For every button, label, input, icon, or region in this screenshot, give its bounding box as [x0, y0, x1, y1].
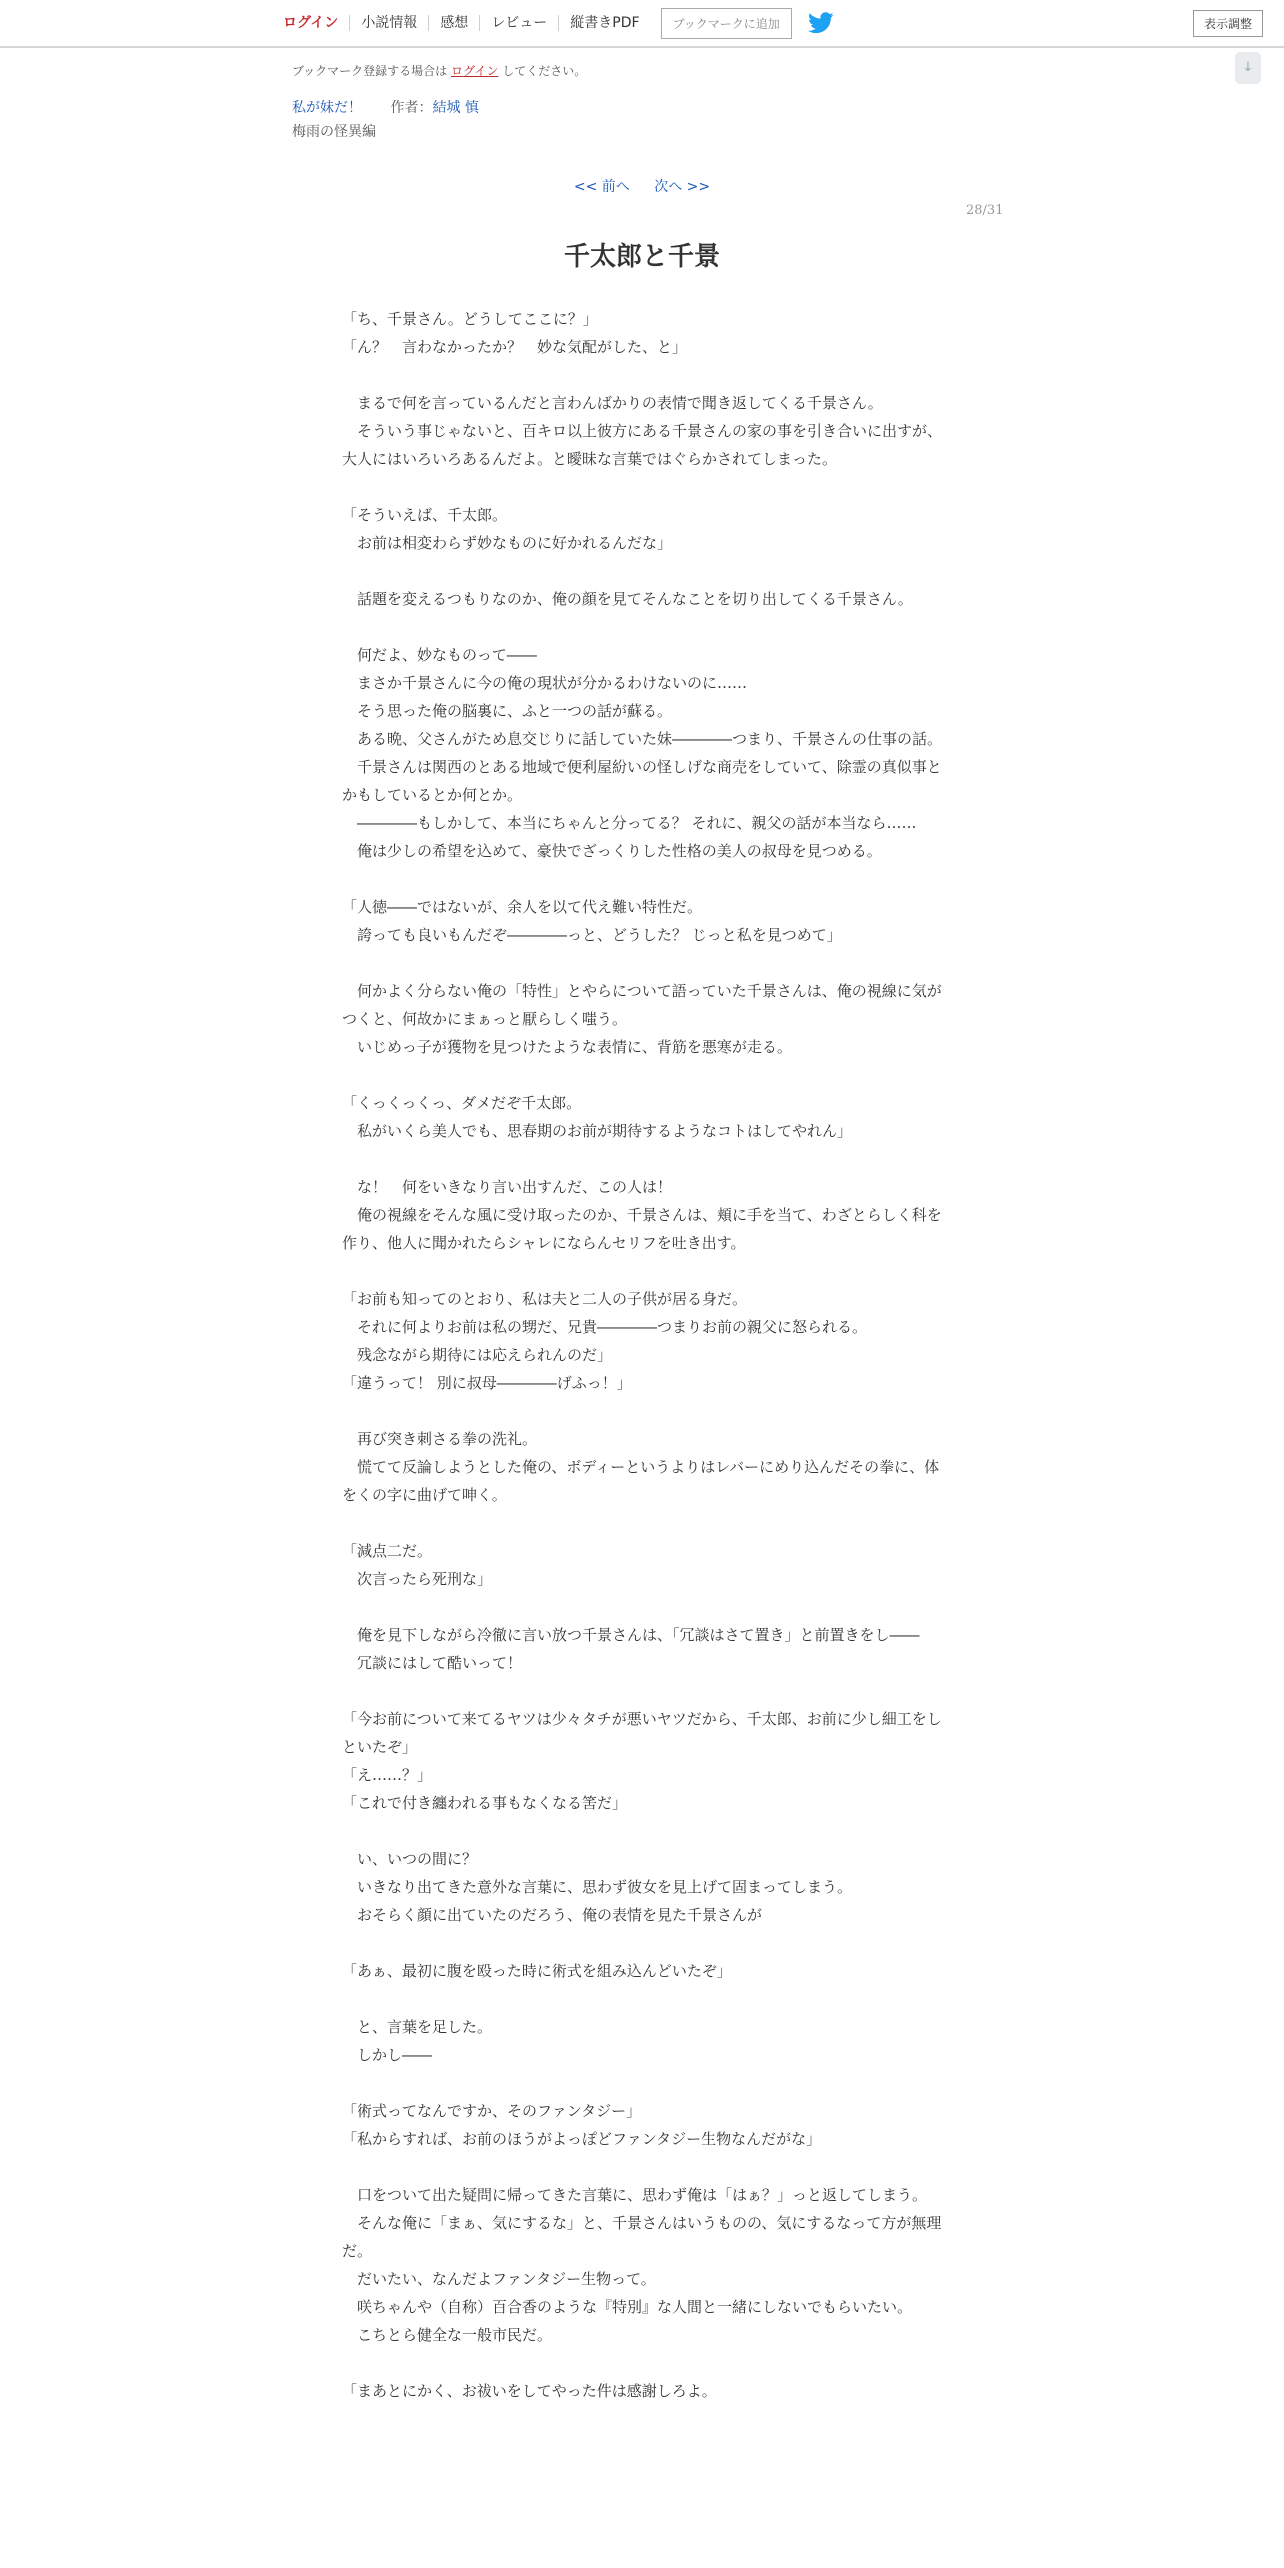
novel-title-link[interactable]: 私が妹だ！ — [292, 100, 362, 116]
notice-login-link[interactable]: ログイン — [451, 64, 499, 78]
impressions-link[interactable]: 感想 — [428, 15, 479, 31]
text-line: 「違うって！ 別に叔母――――げふっ！」 — [342, 1374, 632, 1392]
text-line: 「術式ってなんですか、そのファンタジー」 — [342, 2102, 642, 2120]
login-link[interactable]: ログイン — [283, 15, 339, 31]
text-line: 冗談にはして酷いって！ — [342, 1654, 523, 1672]
text-line: 「え……？」 — [342, 1766, 433, 1784]
next-chapter-link[interactable]: 次へ >> — [654, 179, 711, 195]
chapter-group-title: 梅雨の怪異編 — [292, 124, 376, 140]
arrow-down-icon[interactable]: ↓ — [1235, 52, 1261, 84]
text-line: 口をついて出た疑問に帰ってきた言葉に、思わず俺は「はぁ？」っと返してしまう。 — [342, 2186, 928, 2204]
text-line: だいたい、なんだよファンタジー生物って。 — [342, 2270, 656, 2288]
text-line: 何だよ、妙なものって―― — [342, 646, 537, 664]
blank-line — [342, 473, 942, 501]
notice-text-before: ブックマーク登録する場合は — [292, 64, 448, 78]
page-count: 28/31 — [966, 203, 1004, 218]
text-line: 次言ったら死刑な」 — [342, 1570, 493, 1588]
novel-info-link[interactable]: 小説情報 — [349, 15, 428, 31]
text-line: 俺を見下しながら冷徹に言い放つ千景さんは、「冗談はさて置き」と前置きをし―― — [342, 1626, 920, 1644]
text-line: い、いつの間に？ — [342, 1850, 478, 1868]
text-line: 何かよく分らない俺の「特性」とやらについて語っていた千景さんは、俺の視線に気がつくと、何故かにまぁっと厭らしく嗤う。 — [342, 982, 942, 1028]
blank-line — [342, 1509, 942, 1537]
blank-line — [342, 1677, 942, 1705]
chapter-title: 千太郎と千景 — [563, 242, 720, 272]
text-line: おそらく顔に出ていたのだろう、俺の表情を見た千景さんが — [342, 1906, 763, 1924]
text-line: 残念ながら期待には応えられんのだ」 — [342, 1346, 613, 1364]
novel-meta — [292, 97, 479, 117]
text-line: 誇っても良いもんだぞ――――っと、どうした？ じっと私を見つめて」 — [342, 926, 842, 944]
text-line: そう思った俺の脳裏に、ふと一つの話が蘇る。 — [342, 702, 673, 720]
text-line: お前は相変わらず妙なものに好かれるんだな」 — [342, 534, 673, 552]
bookmark-login-notice — [292, 62, 586, 79]
blank-line — [342, 2153, 942, 2181]
notice-text-after: してください。 — [502, 64, 587, 78]
text-line: 私がいくら美人でも、思春期のお前が期待するようなコトはしてやれん」 — [342, 1122, 853, 1140]
text-line: な！ 何をいきなり言い出すんだ、この人は！ — [342, 1178, 673, 1196]
twitter-icon[interactable] — [808, 12, 834, 34]
text-line: 俺は少しの希望を込めて、豪快でざっくりした性格の美人の叔母を見つめる。 — [342, 842, 882, 860]
blank-line — [342, 557, 942, 585]
text-line: まさか千景さんに今の俺の現状が分かるわけないのに…… — [342, 674, 748, 692]
vertical-pdf-link[interactable]: 縦書きPDF — [558, 15, 650, 31]
chapter-pager — [0, 176, 1284, 196]
blank-line — [342, 1593, 942, 1621]
text-line: と、言葉を足した。 — [342, 2018, 493, 2036]
text-line: 「私からすれば、お前のほうがよっぽどファンタジー生物なんだがな」 — [342, 2130, 822, 2148]
text-line: そんな俺に「まぁ、気にするな」と、千景さんはいうものの、気にするなって方が無理だ。 — [342, 2214, 942, 2260]
text-line: いきなり出てきた意外な言葉に、思わず彼女を見上げて固まってしまう。 — [342, 1878, 853, 1896]
main-nav — [272, 0, 834, 46]
text-line: 千景さんは関西のとある地域で便利屋紛いの怪しげな商売をしていて、除霊の真似事とかもしているとか何とか。 — [342, 758, 942, 804]
text-line: 慌てて反論しようとした俺の、ボディーというよりはレバーにめり込んだその拳に、体をくの字に曲げて呻く。 — [342, 1458, 940, 1504]
text-line: 「ち、千景さん。どうしてここに？」 — [342, 310, 598, 328]
text-line: ――――もしかして、本当にちゃんと分ってる？ それに、親父の話が本当なら…… — [342, 814, 917, 832]
blank-line — [342, 1145, 942, 1173]
text-line: 「減点二だ。 — [342, 1542, 433, 1560]
text-line: 「くっくっくっ、ダメだぞ千太郎。 — [342, 1094, 582, 1112]
text-line: ある晩、父さんがため息交じりに話していた妹――――つまり、千景さんの仕事の話。 — [342, 730, 943, 748]
text-line: そういう事じゃないと、百キロ以上彼方にある千景さんの家の事を引き合いに出すが、大人にはいろいろあるんだよ。と曖昧な言葉ではぐらかされてしまった。 — [342, 422, 943, 468]
author-label: 作者： — [390, 100, 433, 116]
text-line: こちとら健全な一般市民だ。 — [342, 2326, 553, 2344]
blank-line — [342, 1397, 942, 1425]
text-line: 「そういえば、千太郎。 — [342, 506, 508, 524]
text-line: いじめっ子が獲物を見つけたような表情に、背筋を悪寒が走る。 — [342, 1038, 792, 1056]
blank-line — [342, 1257, 942, 1285]
novel-body-text — [342, 305, 942, 2405]
text-line: しかし―― — [342, 2046, 433, 2064]
text-line: 咲ちゃんや（自称）百合香のような『特別』な人間と一緒にしないでもらいたい。 — [342, 2298, 913, 2316]
text-line: 「あぁ、最初に腹を殴った時に術式を組み込んどいたぞ」 — [342, 1962, 732, 1980]
text-line: 「まあとにかく、お祓いをしてやった件は感謝しろよ。 — [342, 2382, 717, 2400]
text-line: 「お前も知ってのとおり、私は夫と二人の子供が居る身だ。 — [342, 1290, 748, 1308]
text-line: 再び突き刺さる拳の洗礼。 — [342, 1430, 538, 1448]
review-link[interactable]: レビュー — [479, 15, 558, 31]
blank-line — [342, 2349, 942, 2377]
prev-chapter-link[interactable]: << 前へ — [573, 179, 630, 195]
add-bookmark-button[interactable]: ブックマークに追加 — [661, 8, 792, 39]
blank-line — [342, 865, 942, 893]
text-line: 話題を変えるつもりなのか、俺の顔を見てそんなことを切り出してくる千景さん。 — [342, 590, 913, 608]
author-link[interactable]: 結城 慎 — [432, 100, 479, 116]
text-line: 「これで付き纏われる事もなくなる筈だ」 — [342, 1794, 628, 1812]
blank-line — [342, 1817, 942, 1845]
top-navigation-bar — [0, 0, 1284, 48]
text-line: 「ん？ 言わなかったか？ 妙な気配がした、と」 — [342, 338, 688, 356]
blank-line — [342, 2069, 942, 2097]
text-line: 「今お前について来てるヤツは少々タチが悪いヤツだから、千太郎、お前に少し細工をしといたぞ」 — [342, 1710, 942, 1756]
text-line: 俺の視線をそんな風に受け取ったのか、千景さんは、頬に手を当て、わざとらしく科を作り、他人に聞かれたらシャレにならんセリフを吐き出す。 — [342, 1206, 942, 1252]
blank-line — [342, 613, 942, 641]
display-settings-button[interactable]: 表示調整 — [1193, 10, 1263, 37]
blank-line — [342, 1929, 942, 1957]
text-line: 「人徳――ではないが、余人を以て代え難い特性だ。 — [342, 898, 703, 916]
text-line: まるで何を言っているんだと言わんばかりの表情で聞き返してくる千景さん。 — [342, 394, 883, 412]
text-line: それに何よりお前は私の甥だ、兄貴――――つまりお前の親父に怒られる。 — [342, 1318, 868, 1336]
blank-line — [342, 949, 942, 977]
blank-line — [342, 1985, 942, 2013]
blank-line — [342, 361, 942, 389]
blank-line — [342, 1061, 942, 1089]
